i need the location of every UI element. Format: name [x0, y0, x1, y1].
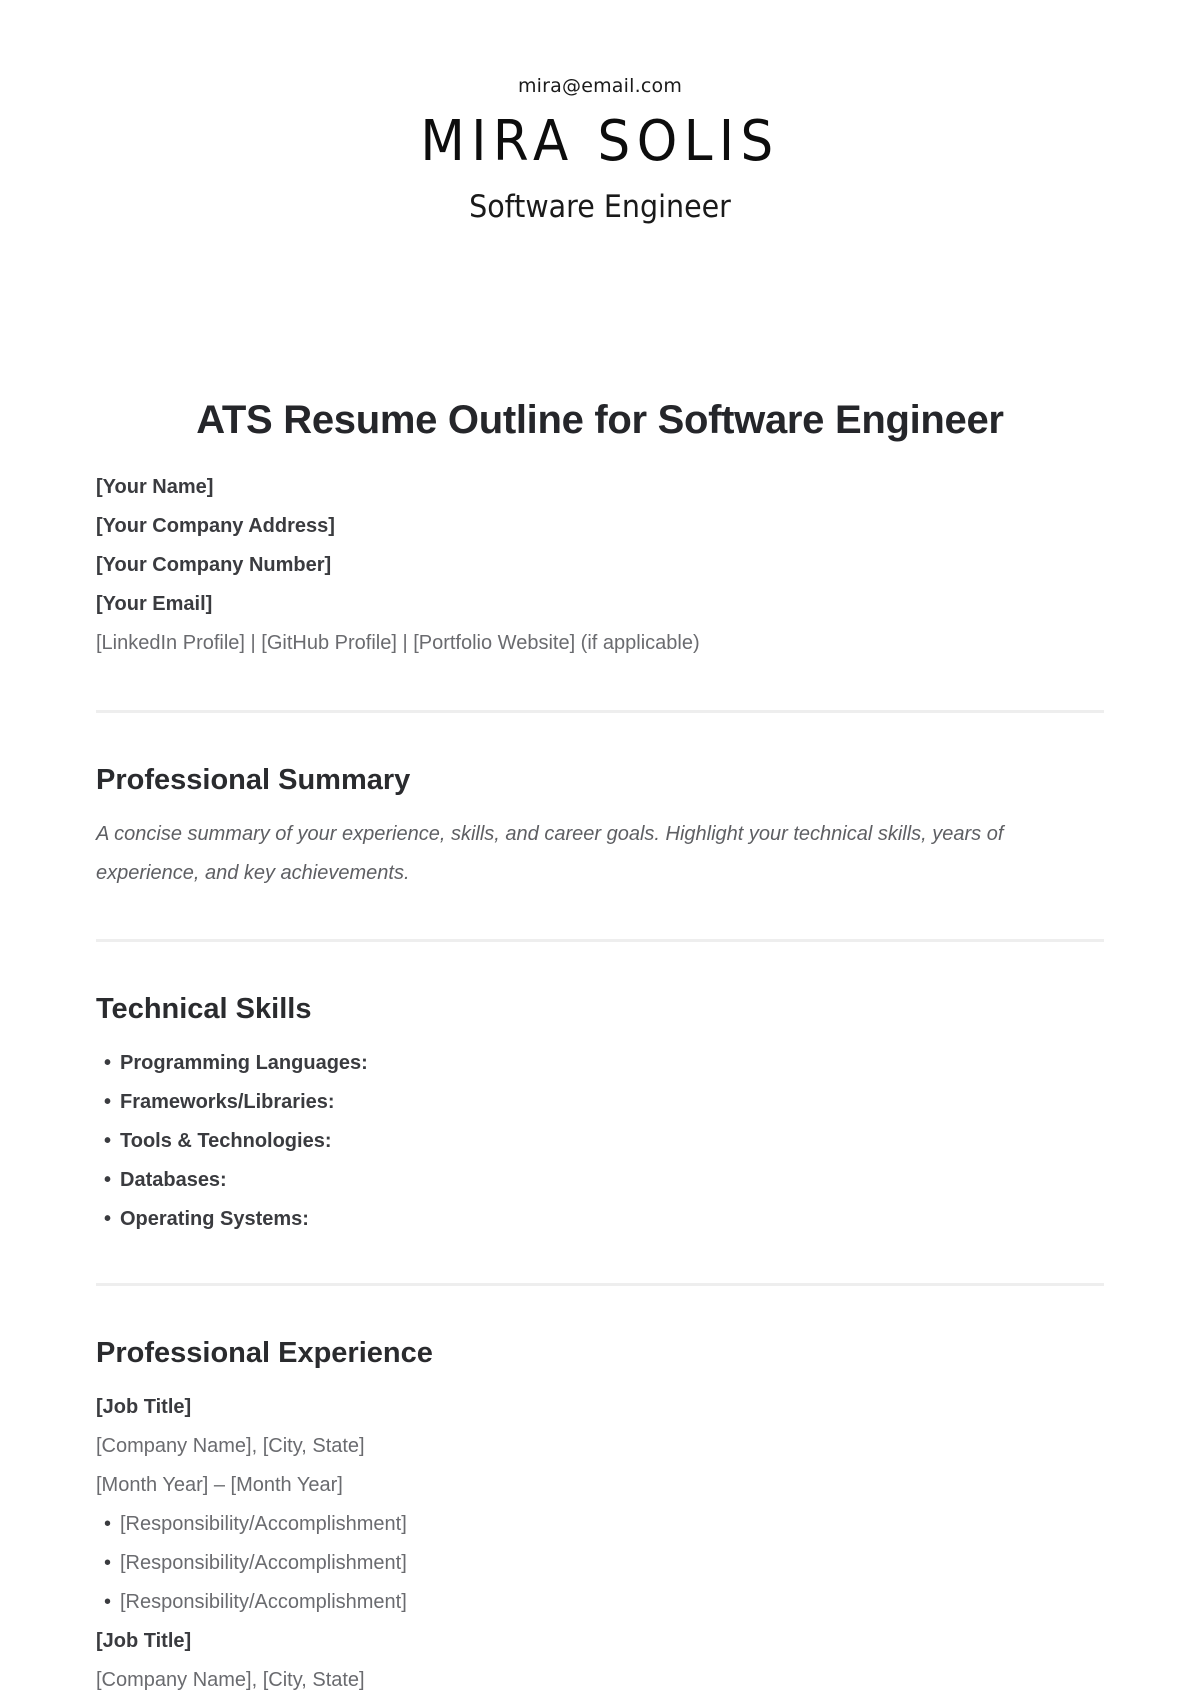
contact-links: [LinkedIn Profile] | [GitHub Profile] | [Portfolio Website] (if applicable): [96, 632, 700, 654]
divider: [96, 1283, 1104, 1286]
job-bullet: [96, 1505, 1104, 1544]
header-email: mira@email.com: [517, 75, 683, 97]
resume-header: [0, 0, 1200, 227]
header-name: MIRA SOLIS: [420, 109, 780, 174]
bullet-icon: •: [104, 1130, 112, 1152]
skill-item: [96, 1161, 1104, 1200]
bullet-icon: •: [104, 1208, 112, 1230]
bullet-icon: •: [104, 1091, 112, 1113]
bullet-icon: •: [104, 1513, 112, 1535]
skill-label: Databases:: [120, 1169, 227, 1191]
job-company: [Company Name], [City, State]: [96, 1435, 365, 1457]
skill-item: [96, 1083, 1104, 1122]
section-title-skills: Technical Skills: [96, 993, 312, 1025]
skill-label: Tools & Technologies:: [120, 1130, 332, 1152]
bullet-icon: •: [104, 1552, 112, 1574]
job-bullet: [96, 1583, 1104, 1622]
skills-list: [96, 1044, 1104, 1239]
skill-label: Programming Languages:: [120, 1052, 368, 1074]
job-entry: [96, 1622, 1104, 1700]
contact-block: [96, 468, 1104, 663]
skill-label: Operating Systems:: [120, 1208, 309, 1230]
resume-outline: [96, 392, 1104, 1700]
job-bullet-text: [Responsibility/Accomplishment]: [120, 1591, 407, 1613]
summary-text: A concise summary of your experience, skills, and career goals. Highlight your technical skills, years of experience, and key achievements.: [96, 823, 1004, 884]
skill-label: Frameworks/Libraries:: [120, 1091, 335, 1113]
contact-name: [Your Name]: [96, 476, 214, 498]
header-role: Software Engineer: [469, 189, 731, 225]
skill-item: [96, 1044, 1104, 1083]
job-title: [Job Title]: [96, 1630, 192, 1652]
skill-item: [96, 1200, 1104, 1239]
divider: [96, 939, 1104, 942]
document-title: ATS Resume Outline for Software Engineer: [196, 398, 1004, 442]
bullet-icon: •: [104, 1591, 112, 1613]
job-company: [Company Name], [City, State]: [96, 1669, 365, 1691]
job-bullet-text: [Responsibility/Accomplishment]: [120, 1513, 407, 1535]
job-bullet: [96, 1544, 1104, 1583]
job-bullet-text: [Responsibility/Accomplishment]: [120, 1552, 407, 1574]
section-title-experience: Professional Experience: [96, 1337, 433, 1369]
bullet-icon: •: [104, 1169, 112, 1191]
contact-email: [Your Email]: [96, 593, 213, 615]
contact-address: [Your Company Address]: [96, 515, 335, 537]
job-title: [Job Title]: [96, 1396, 192, 1418]
divider: [96, 710, 1104, 713]
section-title-summary: Professional Summary: [96, 764, 411, 796]
contact-number: [Your Company Number]: [96, 554, 332, 576]
skill-item: [96, 1122, 1104, 1161]
bullet-icon: •: [104, 1052, 112, 1074]
job-bullets: [96, 1505, 1104, 1622]
job-entry: [96, 1388, 1104, 1622]
job-dates: [Month Year] – [Month Year]: [96, 1474, 343, 1496]
